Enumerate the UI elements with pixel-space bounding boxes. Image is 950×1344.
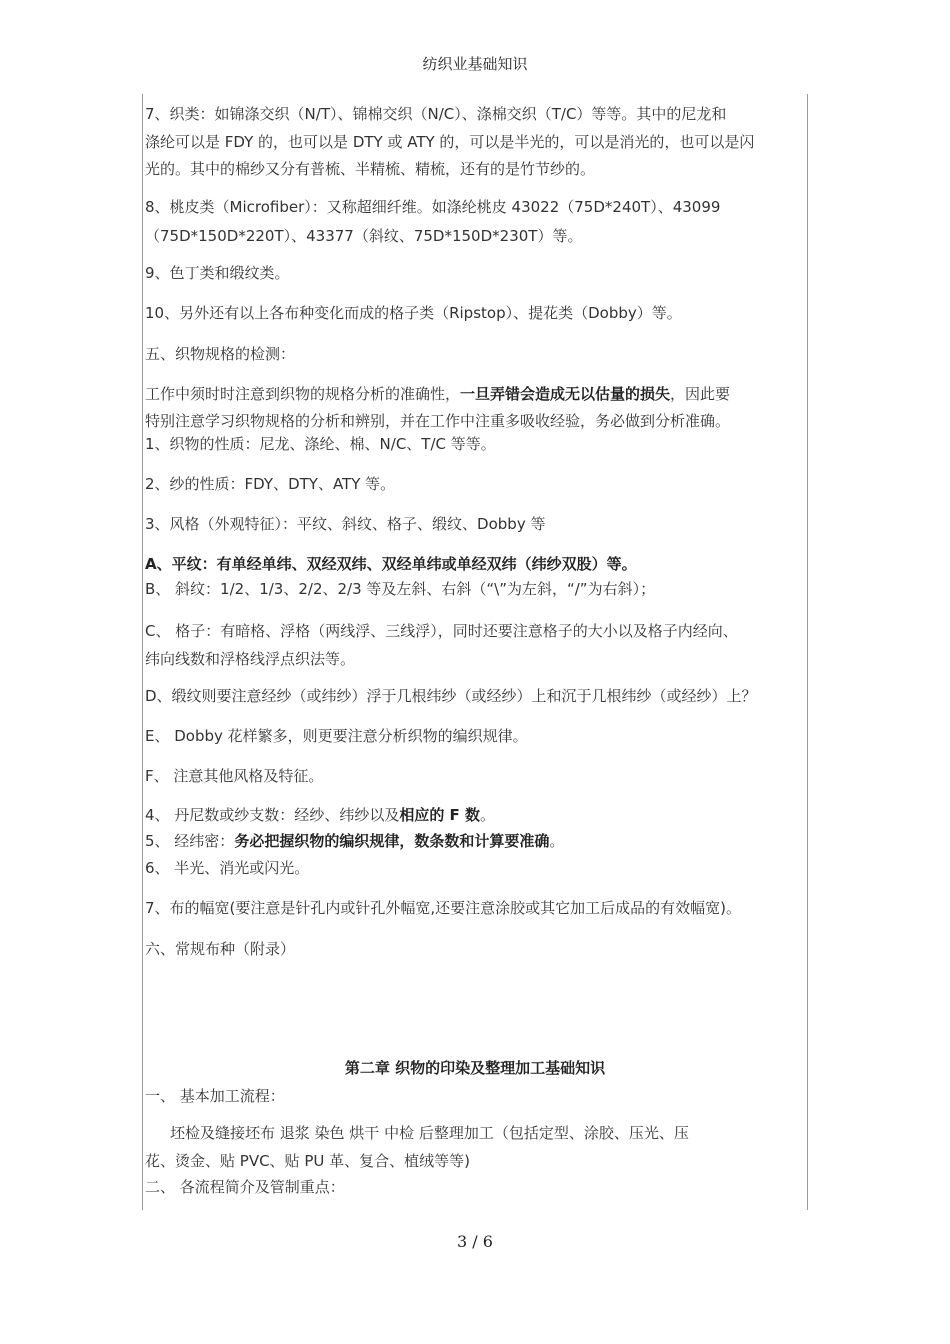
running-header: 纺织业基础知识 [422, 55, 528, 73]
text-line: 纬向线数和浮格线浮点织法等。 [145, 650, 356, 668]
text-line: 7、布的幅宽(要注意是针孔内或针孔外幅宽,还要注意涂胶或其它加工后成品的有效幅宽)。 [145, 899, 742, 917]
section-heading: 五、织物规格的检测： [145, 345, 296, 363]
text-line: E、 Dobby 花样繁多，则更要注意分析织物的编织规律。 [145, 727, 528, 745]
text-line: 涤纶可以是 FDY 的，也可以是 DTY 或 ATY 的，可以是半光的，可以是消光的，也可以是闪 [145, 133, 755, 151]
text-segment: 工作中须时时注意到织物的规格分析的准确性， [145, 385, 461, 403]
text-line: 7、织类：如锦涤交织（N/T）、锦棉交织（N/C）、涤棉交织（T/C）等等。其中的尼龙和 [145, 105, 727, 123]
text-line: 特别注意学习织物规格的分析和辨别，并在工作中注重多吸收经验，务必做到分析准确。 [145, 412, 731, 430]
text-line: 1、织物的性质：尼龙、涤纶、棉、N/C、T/C 等等。 [145, 435, 496, 453]
text-segment: 。 [549, 832, 565, 850]
text-line: 花、烫金、贴 PVC、贴 PU 革、复合、植绒等等) [145, 1152, 470, 1170]
emphasis-text: 平纹：有单经单纬、双经双纬、双经单纬或单经双纬（纬纱双股）等。 [171, 555, 637, 573]
section-heading: 一、 基本加工流程： [145, 1087, 285, 1105]
text-line: （75D*150D*220T）、43377（斜纹、75D*150D*230T）等。 [145, 227, 583, 245]
text-line: F、 注意其他风格及特征。 [145, 767, 324, 785]
text-line: 8、桃皮类（Microfiber）：又称超细纤维。如涤纶桃皮 43022（75D*240T）、43099 [145, 198, 721, 216]
text-segment: 5、 经纬密： [145, 832, 235, 850]
emphasis-text: 务必把握织物的编织规律，数条数和计算要准确 [234, 832, 550, 850]
emphasis-text: 一旦弄错会造成无以估量的损失 [460, 385, 671, 403]
text-line [145, 383, 811, 405]
chapter-title: 第二章 织物的印染及整理加工基础知识 [344, 1059, 606, 1077]
text-line: C、 格子：有暗格、浮格（两线浮、三线浮），同时还要注意格子的大小以及格子内经向、 [145, 622, 738, 640]
text-line: B、 斜纹：1/2、1/3、2/2、2/3 等及左斜、右斜（“\”为左斜，“/”为右斜）； [145, 580, 656, 598]
page-number: 3 / 6 [457, 1232, 493, 1251]
text-line: 9、色丁类和缎纹类。 [145, 264, 290, 282]
emphasis-text: A、 [145, 555, 172, 573]
text-segment: 4、 丹尼数或纱支数：经纱、纬纱以及 [145, 806, 400, 824]
text-line: 6、 半光、消光或闪光。 [145, 859, 310, 877]
text-line [145, 553, 811, 575]
emphasis-text: 相应的 F 数 [399, 806, 481, 824]
text-line: D、缎纹则要注意经纱（或纬纱）浮于几根纬纱（或经纱）上和沉于几根纬纱（或经纱）上？ [145, 687, 757, 705]
text-line: 2、纱的性质：FDY、DTY、ATY 等。 [145, 475, 396, 493]
text-line: 光的。其中的棉纱又分有普梳、半精梳、精梳，还有的是竹节纱的。 [145, 160, 596, 178]
section-heading: 六、常规布种（附录） [145, 940, 296, 958]
text-segment: 。 [480, 806, 496, 824]
text-segment: ，因此要 [670, 385, 731, 403]
text-line: 10、另外还有以上各布种变化而成的格子类（Ripstop）、提花类（Dobby）等。 [145, 304, 682, 322]
text-line: 3、风格（外观特征）：平纹、斜纹、格子、缎纹、Dobby 等 [145, 515, 546, 533]
section-heading: 二、 各流程简介及管制重点： [145, 1178, 345, 1196]
text-line: 坯检及缝接坯布 退浆 染色 烘干 中检 后整理加工（包括定型、涂胶、压光、压 [170, 1124, 689, 1142]
text-line [145, 830, 811, 852]
text-line [145, 804, 811, 826]
